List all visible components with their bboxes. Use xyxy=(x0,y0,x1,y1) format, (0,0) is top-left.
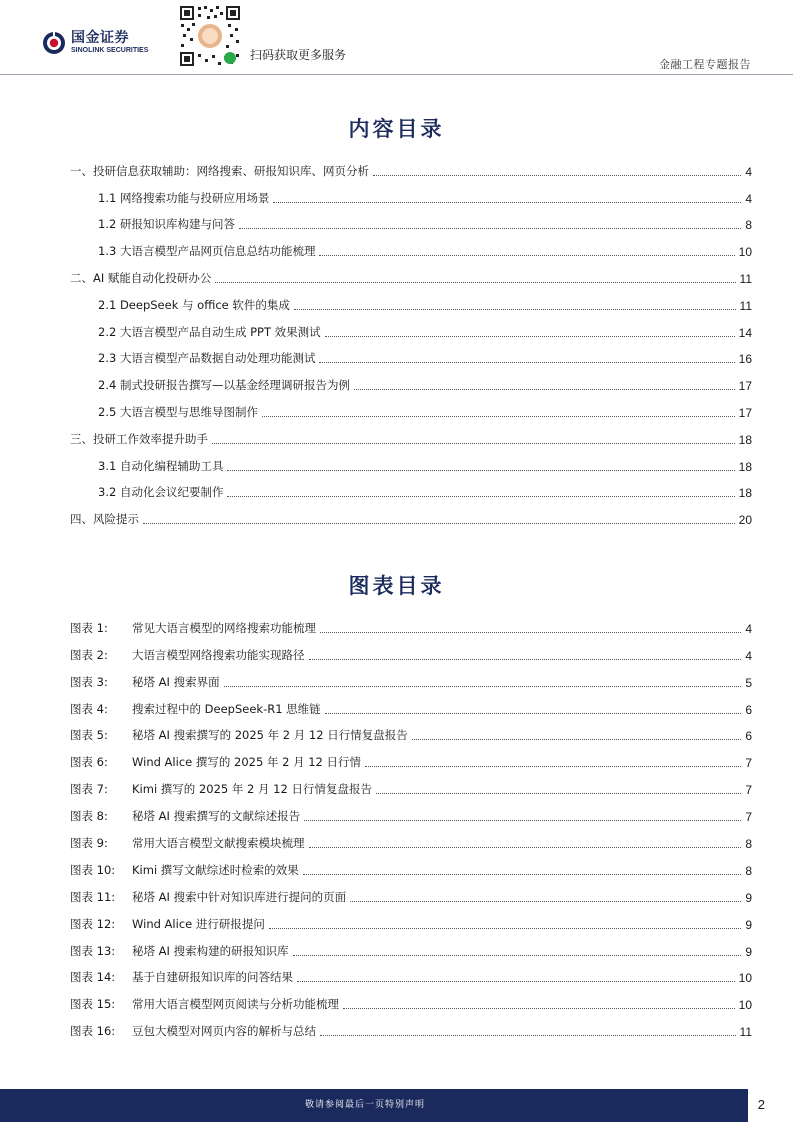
figure-entry-label: Kimi 撰写文献综述时检索的效果 xyxy=(132,862,299,877)
figure-entry-label: 常见大语言模型的网络搜索功能梳理 xyxy=(132,620,316,635)
figure-number: 图表 7: xyxy=(70,782,108,797)
page-ref: 17 xyxy=(738,405,752,420)
figure-number: 图表 13: xyxy=(70,943,116,958)
header-divider xyxy=(0,74,793,75)
dot-leader xyxy=(269,928,741,929)
figure-entry-label: 秘塔 AI 搜索构建的研报知识库 xyxy=(132,943,289,958)
page-ref: 9 xyxy=(745,944,752,959)
figure-entry-label: 常用大语言模型网页阅读与分析功能梳理 xyxy=(132,997,339,1012)
figure-entry[interactable] xyxy=(70,854,752,881)
figure-entry[interactable] xyxy=(70,988,752,1015)
footer-disclaimer: 敬请参阅最后一页特别声明 xyxy=(304,1100,425,1110)
toc-entry-label: 1.3 大语言模型产品网页信息总结功能梳理 xyxy=(98,244,316,259)
dot-leader xyxy=(215,282,735,283)
page-ref: 18 xyxy=(738,432,752,447)
page-ref: 11 xyxy=(739,271,752,286)
figure-number: 图表 5: xyxy=(70,728,108,743)
page-ref: 11 xyxy=(739,1025,752,1040)
page-ref: 9 xyxy=(745,890,752,905)
toc-subsection-entry[interactable] xyxy=(70,396,752,423)
figure-entry[interactable] xyxy=(70,881,752,908)
company-logo xyxy=(42,30,148,55)
figure-entry[interactable] xyxy=(70,827,752,854)
toc-title: 内容目录 xyxy=(348,116,445,141)
page-ref: 7 xyxy=(745,810,752,825)
page-header xyxy=(0,0,793,74)
figure-number: 图表 15: xyxy=(70,997,116,1012)
dot-leader xyxy=(239,228,741,229)
figures-list xyxy=(70,612,752,1042)
figure-number: 图表 1: xyxy=(70,620,108,635)
toc-entry-label: 二、AI 赋能自动化投研办公 xyxy=(70,270,212,285)
figure-entry[interactable] xyxy=(70,962,752,989)
dot-leader xyxy=(143,523,735,524)
toc-list xyxy=(70,155,752,530)
figure-entry-label: 豆包大模型对网页内容的解析与总结 xyxy=(132,1024,316,1039)
figure-entry-label: 大语言模型网络搜索功能实现路径 xyxy=(132,647,305,662)
dot-leader xyxy=(320,1035,736,1036)
dot-leader xyxy=(319,255,734,256)
toc-section-entry[interactable] xyxy=(70,262,752,289)
dot-leader xyxy=(294,309,736,310)
figure-entry-label: 秘塔 AI 搜索撰写的文献综述报告 xyxy=(132,809,301,824)
figure-number: 图表 6: xyxy=(70,755,108,770)
toc-entry-label: 2.1 DeepSeek 与 office 软件的集成 xyxy=(98,297,290,312)
figure-entry[interactable] xyxy=(70,935,752,962)
dot-leader xyxy=(350,901,741,902)
figure-entry[interactable] xyxy=(70,639,752,666)
toc-entry-label: 2.2 大语言模型产品自动生成 PPT 效果测试 xyxy=(98,324,321,339)
toc-subsection-entry[interactable] xyxy=(70,182,752,209)
toc-entry-label: 1.1 网络搜索功能与投研应用场景 xyxy=(98,190,270,205)
toc-subsection-entry[interactable] xyxy=(70,289,752,316)
page-ref: 5 xyxy=(745,675,752,690)
page-ref: 20 xyxy=(738,513,752,528)
toc-entry-label: 三、投研工作效率提升助手 xyxy=(70,431,208,446)
page-ref: 8 xyxy=(745,837,752,852)
figure-entry[interactable] xyxy=(70,800,752,827)
page-ref: 17 xyxy=(738,379,752,394)
toc-entry-label: 1.2 研报知识库构建与问答 xyxy=(98,217,235,232)
dot-leader xyxy=(224,686,742,687)
figure-entry[interactable] xyxy=(70,612,752,639)
dot-leader xyxy=(293,955,742,956)
dot-leader xyxy=(325,713,742,714)
figure-entry[interactable] xyxy=(70,746,752,773)
page-ref: 16 xyxy=(738,352,752,367)
figure-entry[interactable] xyxy=(70,773,752,800)
figure-entry-label: Wind Alice 撰写的 2025 年 2 月 12 日行情 xyxy=(132,755,362,770)
figure-entry-label: 基于自建研报知识库的问答结果 xyxy=(132,970,293,985)
figure-entry[interactable] xyxy=(70,720,752,747)
figure-entry-label: 搜索过程中的 DeepSeek-R1 思维链 xyxy=(132,701,321,716)
figure-entry-label: 秘塔 AI 搜索界面 xyxy=(132,674,220,689)
toc-subsection-entry[interactable] xyxy=(70,343,752,370)
dot-leader xyxy=(373,175,741,176)
figure-number: 图表 14: xyxy=(70,970,116,985)
figure-number: 图表 3: xyxy=(70,674,108,689)
sinolink-logo-icon xyxy=(42,31,66,55)
page-ref: 18 xyxy=(738,459,752,474)
qr-code-icon[interactable] xyxy=(178,4,242,68)
figures-title: 图表目录 xyxy=(348,573,445,598)
page-ref: 4 xyxy=(745,648,752,663)
toc-subsection-entry[interactable] xyxy=(70,477,752,504)
dot-leader xyxy=(376,793,741,794)
figure-number: 图表 2: xyxy=(70,647,108,662)
toc-entry-label: 2.3 大语言模型产品数据自动处理功能测试 xyxy=(98,351,316,366)
page-ref: 6 xyxy=(745,702,752,717)
toc-entry-label: 四、风险提示 xyxy=(70,512,139,527)
page-ref: 8 xyxy=(745,218,752,233)
dot-leader xyxy=(320,632,741,633)
report-type-label: 金融工程专题报告 xyxy=(659,58,751,71)
page-ref: 9 xyxy=(745,917,752,932)
dot-leader xyxy=(325,336,735,337)
dot-leader xyxy=(319,362,734,363)
dot-leader xyxy=(354,389,735,390)
dot-leader xyxy=(304,820,741,821)
dot-leader xyxy=(273,202,741,203)
dot-leader xyxy=(343,1008,735,1009)
figure-entry-label: 常用大语言模型文献搜索模块梳理 xyxy=(132,836,305,851)
page-ref: 10 xyxy=(738,245,752,260)
figure-entry[interactable] xyxy=(70,693,752,720)
page-ref: 6 xyxy=(745,729,752,744)
page-ref: 4 xyxy=(745,621,752,636)
dot-leader xyxy=(262,416,735,417)
figure-entry-label: 秘塔 AI 搜索撰写的 2025 年 2 月 12 日行情复盘报告 xyxy=(132,728,408,743)
figure-number: 图表 4: xyxy=(70,701,108,716)
page-ref: 7 xyxy=(745,756,752,771)
page-ref: 14 xyxy=(738,325,752,340)
toc-subsection-entry[interactable] xyxy=(70,369,752,396)
dot-leader xyxy=(303,874,742,875)
toc-subsection-entry[interactable] xyxy=(70,209,752,236)
figure-entry[interactable] xyxy=(70,1015,752,1042)
toc-section-entry[interactable] xyxy=(70,423,752,450)
page-ref: 8 xyxy=(745,863,752,878)
dot-leader xyxy=(309,847,742,848)
figure-number: 图表 10: xyxy=(70,862,116,877)
page-ref: 4 xyxy=(745,191,752,206)
figure-number: 图表 9: xyxy=(70,836,108,851)
dot-leader xyxy=(309,659,742,660)
dot-leader xyxy=(365,766,741,767)
toc-subsection-entry[interactable] xyxy=(70,450,752,477)
dot-leader xyxy=(212,443,735,444)
qr-caption: 扫码获取更多服务 xyxy=(250,48,347,62)
dot-leader xyxy=(412,739,742,740)
toc-subsection-entry[interactable] xyxy=(70,316,752,343)
toc-subsection-entry[interactable] xyxy=(70,235,752,262)
figure-entry-label: 秘塔 AI 搜索中针对知识库进行提问的页面 xyxy=(132,889,347,904)
figure-number: 图表 16: xyxy=(70,1024,116,1039)
toc-entry-label: 2.5 大语言模型与思维导图制作 xyxy=(98,404,258,419)
figure-entry-label: Wind Alice 进行研报提问 xyxy=(132,916,265,931)
figure-entry[interactable] xyxy=(70,666,752,693)
toc-entry-label: 3.2 自动化会议纪要制作 xyxy=(98,485,224,500)
dot-leader xyxy=(297,981,735,982)
dot-leader xyxy=(227,470,734,471)
figure-number: 图表 11: xyxy=(70,889,116,904)
toc-section-entry[interactable] xyxy=(70,155,752,182)
page-number: 2 xyxy=(757,1097,765,1112)
figure-entry[interactable] xyxy=(70,908,752,935)
logo-english-name: SINOLINK SECURITIES xyxy=(71,47,149,54)
logo-chinese-name: 国金证券 xyxy=(71,30,129,46)
figure-number: 图表 12: xyxy=(70,916,116,931)
dot-leader xyxy=(227,496,734,497)
figure-number: 图表 8: xyxy=(70,809,108,824)
page-ref: 11 xyxy=(739,298,752,313)
page-ref: 10 xyxy=(738,998,752,1013)
toc-entry-label: 3.1 自动化编程辅助工具 xyxy=(98,458,224,473)
page-ref: 18 xyxy=(738,486,752,501)
page-ref: 4 xyxy=(745,164,752,179)
toc-entry-label: 一、投研信息获取辅助：网络搜索、研报知识库、网页分析 xyxy=(70,163,369,178)
page-ref: 10 xyxy=(738,971,752,986)
figure-entry-label: Kimi 撰写的 2025 年 2 月 12 日行情复盘报告 xyxy=(132,782,372,797)
page-ref: 7 xyxy=(745,783,752,798)
toc-section-entry[interactable] xyxy=(70,503,752,530)
toc-entry-label: 2.4 制式投研报告撰写—以基金经理调研报告为例 xyxy=(98,378,350,393)
